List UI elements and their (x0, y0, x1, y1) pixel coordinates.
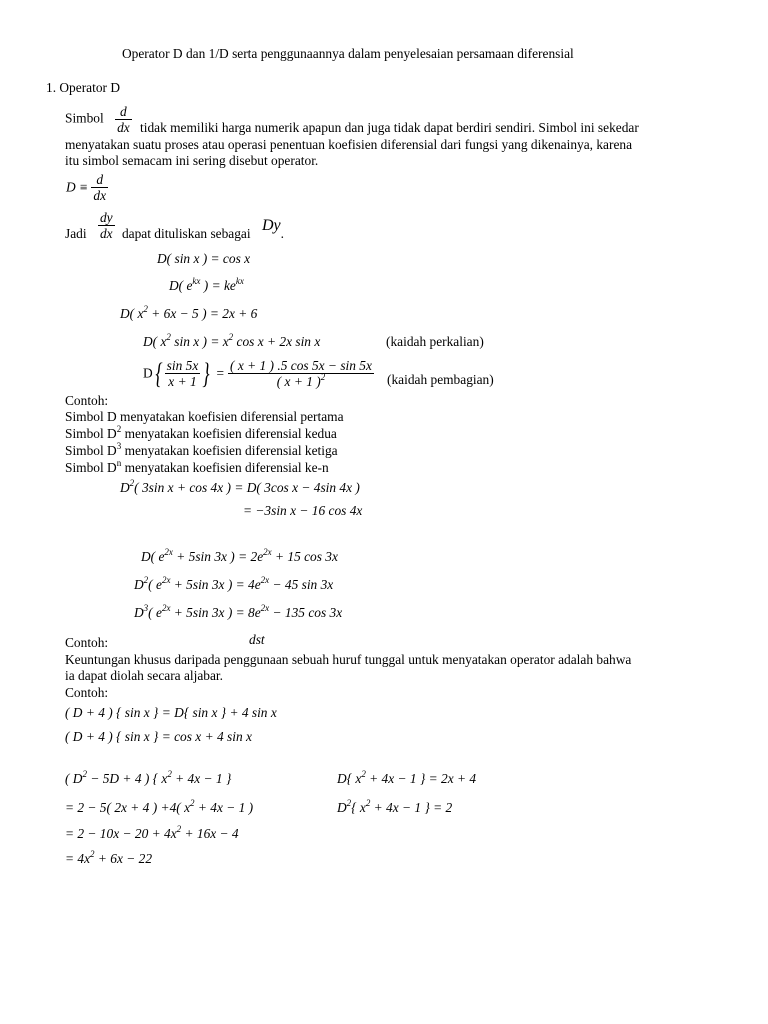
section-heading: 1. Operator D (46, 80, 120, 95)
paragraph-line: itu simbol semacam ini sering disebut operator. (65, 153, 319, 168)
fraction-d-dx (91, 172, 108, 203)
equation-step: = 2 − 5( 2x + 4 ) +4( $x^2 + 4x - 1$ ) (65, 797, 254, 815)
list-item: Simbol $D^3$ menyatakan koefisien diferensial ketiga (65, 440, 338, 458)
equation-quotient: D{ $\frac{\sin 5x}{x + 1}$ } = $\frac{( x + 1 ) .5 \cos 5x - \sin 5x}{( x + 1 )^2}$ (143, 356, 372, 390)
frac-den: dx (99, 226, 113, 241)
equation-step: = $4x^2 + 6x - 22$ (65, 848, 153, 866)
equation-operator-sum: ( D + 4 ) { sin x } = D{ sin x } + 4 sin x (65, 705, 277, 720)
paragraph-line: menyatakan suatu proses atau operasi penentuan koefisien diferensial dari fungsi yang dikenainya, karena (65, 137, 633, 152)
frac-num: dy (99, 210, 113, 225)
contoh-label: Contoh: (65, 635, 109, 650)
def-lhs: D ≡ (66, 179, 89, 195)
equation-sin: D( sin x ) = cos x (157, 251, 251, 266)
paragraph-line (65, 210, 284, 241)
equation-d2: $D^2$( 3sin x + cos 4x ) = D( 3cos x − 4sin 4x ) (120, 477, 360, 495)
equation-exp-d2: $D^2$( $e^{2x} + 5\sin$ 3x ) = $4e^{2x} - 45$ sin 3x (134, 574, 334, 592)
contoh-label: Contoh: (65, 685, 109, 700)
paragraph-line: tidak memiliki harga numerik apapun dan juga tidak dapat berdiri sendiri. Simbol ini sekedar (140, 120, 639, 135)
dst-text: dst (249, 632, 265, 647)
equation-quadratic-operator: ( $D^2 - 5D + 4$ ) { $x^2 + 4x - 1$ } (65, 768, 232, 786)
frac-den: dx (93, 188, 107, 203)
equation-operator-sum-result: ( D + 4 ) { sin x } = cos x + 4 sin x (65, 729, 252, 744)
paragraph-line: ia dapat diolah secara aljabar. (65, 668, 223, 683)
period: . (280, 225, 284, 241)
frac-num: d (115, 104, 132, 120)
list-item: Simbol $D^n$ menyatakan koefisien diferensial ke-n (65, 457, 329, 475)
contoh-label: Contoh: (65, 393, 109, 408)
dy-operator: Dy (261, 216, 281, 234)
equation-exp: D( $e^{kx}$ ) = $ke^{kx}$ (169, 275, 244, 293)
equation-exp-d3: $D^3$( $e^{2x} + 5\sin$ 3x ) = $8e^{2x} - 135$ cos 3x (134, 602, 343, 620)
equation-poly: D( $x^2 + 6x - 5$ ) = 2x + 6 (120, 303, 258, 321)
list-item: Simbol D menyatakan koefisien diferensial pertama (65, 409, 344, 424)
paragraph-line (65, 104, 138, 135)
operator-definition (66, 172, 108, 203)
jadi-word: Jadi (65, 225, 87, 241)
note-quotient-rule: (kaidah pembagian) (387, 372, 494, 387)
equation-side-d2: $D^2${ $x^2 + 4x - 1$ } = 2 (337, 797, 453, 815)
paragraph-line: Keuntungan khusus daripada penggunaan sebuah huruf tunggal untuk menyatakan operator adalah bahwa (65, 652, 632, 667)
equation-step: = $2 - 10x - 20 + 4x^2 + 16x - 4$ (65, 823, 239, 841)
dapat-text: dapat dituliskan sebagai (121, 225, 251, 241)
frac-den: dx (117, 120, 130, 135)
equation-product: D( $x^2$ sin x ) = $x^2$ cos x + 2x sin x (143, 331, 321, 349)
document-title: Operator D dan 1/D serta penggunaannya dalam penyelesaian persamaan diferensial (122, 46, 574, 61)
fraction-d-dx (115, 104, 132, 135)
fraction-dy-dx (98, 210, 115, 241)
symbol-word: Simbol (65, 110, 104, 126)
equation-side-d1: D{ $x^2 + 4x - 1$ } = 2x + 4 (337, 768, 477, 786)
note-product-rule: (kaidah perkalian) (386, 334, 484, 349)
equation-exp-d1: D( $e^{2x} + 5\sin$ 3x ) = $2e^{2x} + 15$ cos 3x (141, 546, 338, 564)
list-item: Simbol $D^2$ menyatakan koefisien diferensial kedua (65, 423, 337, 441)
frac-num: d (91, 172, 108, 188)
equation-d2-result: = −3sin x − 16 cos 4x (243, 503, 363, 518)
